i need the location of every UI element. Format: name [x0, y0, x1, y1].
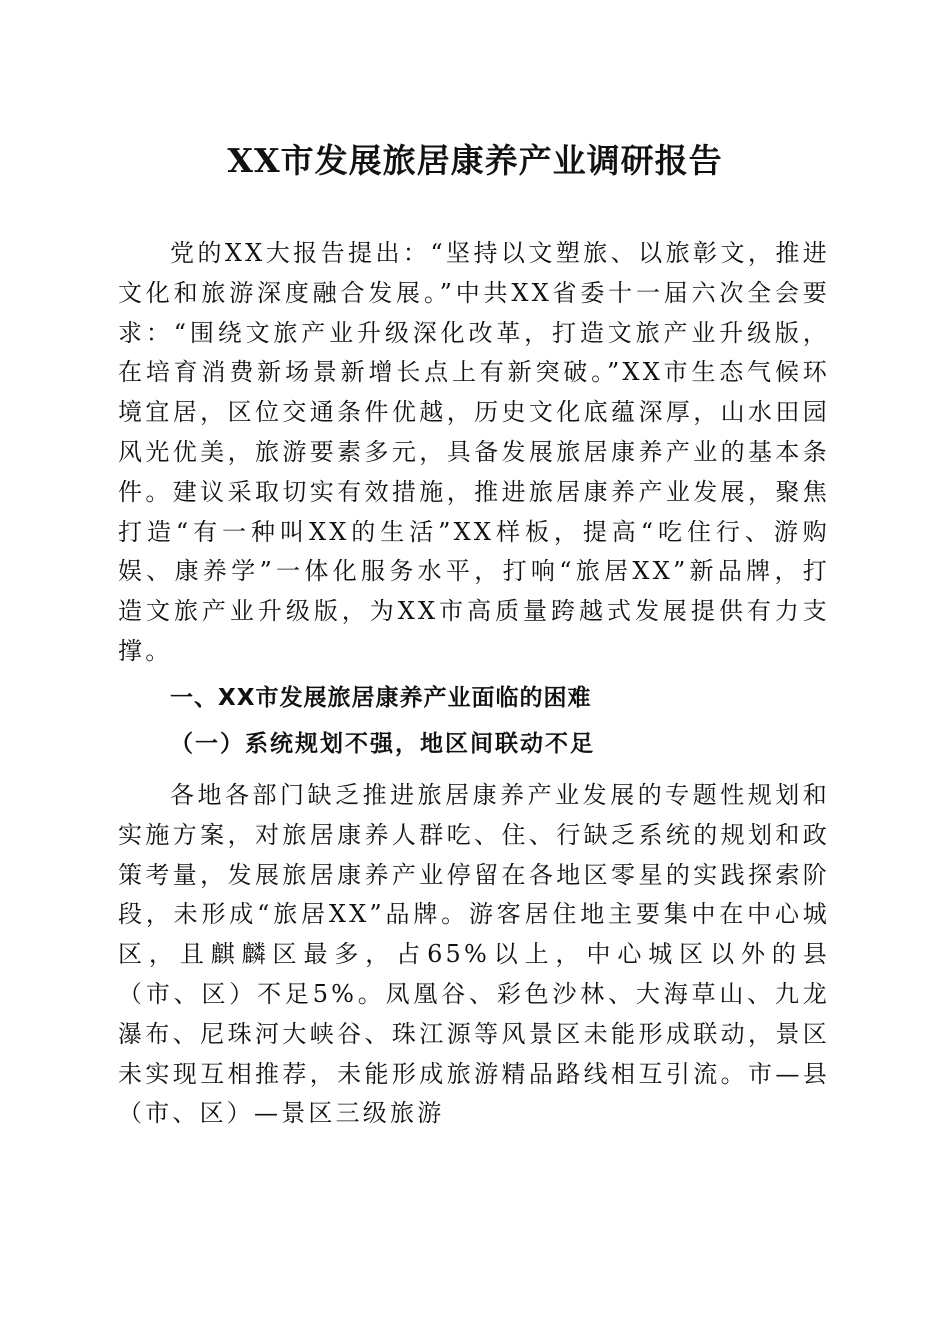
subsection-1-paragraph: 各地各部门缺乏推进旅居康养产业发展的专题性规划和实施方案，对旅居康养人群吃、住、行缺乏系统的规划和政策考量，发展旅居康养产业停留在各地区零星的实践探索阶段，未形成“旅居XX”品牌。游客居住地主要集中在中心城区，且麒麟区最多，占65%以上，中心城区以外的县（市、区）不足5%。凤凰谷、彩色沙林、大海草山、九龙瀑布、尼珠河大峡谷、珠江源等风景区未能形成联动，景区未实现互相推荐，未能形成旅游精品路线相互引流。市—县（市、区）—景区三级旅游 — [118, 781, 830, 1128]
document-title: XX市发展旅居康养产业调研报告 — [227, 141, 723, 180]
intro-paragraph: 党的XX大报告提出：“坚持以文塑旅、以旅彰文，推进文化和旅游深度融合发展。”中共XX省委十一届六次全会要求：“围绕文旅产业升级深化改革，打造文旅产业升级版，在培育消费新场景新增长点上有新突破。”XX市生态气候环境宜居，区位交通条件优越，历史文化底蕴深厚，山水田园风光优美，旅游要素多元，具备发展旅居康养产业的基本条件。建议采取切实有效措施，推进旅居康养产业发展，聚焦打造“有一种叫XX的生活”XX样板，提高“吃住行、游购娱、康养学”一体化服务水平，打响“旅居XX”新品牌，打造文旅产业升级版，为XX市高质量跨越式发展提供有力支撑。 — [118, 239, 830, 665]
subsection-heading-1: （一）系统规划不强，地区间联动不足 — [170, 730, 595, 757]
section-heading-1: 一、XX市发展旅居康养产业面临的困难 — [170, 685, 592, 711]
